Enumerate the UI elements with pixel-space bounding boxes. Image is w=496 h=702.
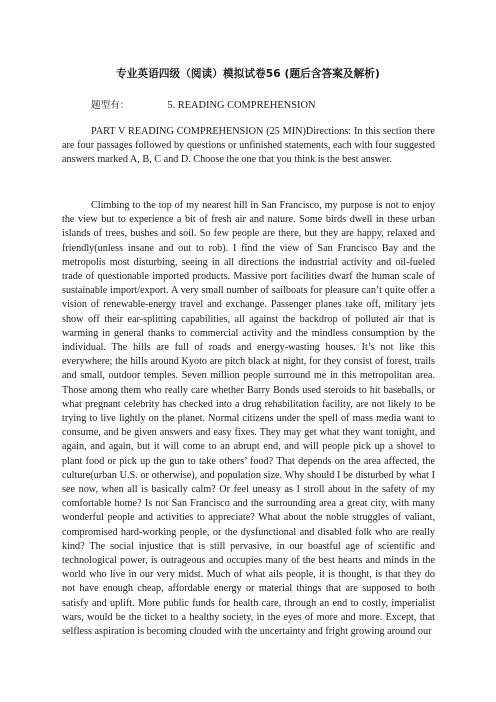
- question-type-value: 5. READING COMPREHENSION: [167, 100, 316, 111]
- question-type-label: 题型有：: [91, 100, 130, 111]
- part-directions: PART V READING COMPREHENSION (25 MIN)Directions: In this section there are four passages followed by questions or unfinished statements, each with four suggested answers marked A, B, C and D. Choose the one that you think is the best answer.: [62, 126, 435, 166]
- question-type-line: [91, 97, 315, 111]
- document-title: 专业英语四级（阅读）模拟试卷56 (题后含答案及解析): [116, 68, 380, 80]
- reading-passage: Climbing to the top of my nearest hill in San Francisco, my purpose is not to enjoy the view but to experience a bit of fresh air and nature. Some birds dwell in these urban islands of trees, bushes and soil. So few people are there, but they are happy, relaxed and friendly(unless insane and out to rob). I find the view of San Francisco Bay and the metropolis most disturbing, seeing in all directions the industrial activity and oil-fueled trade of questionable imported products. Massive port facilities dwarf the human scale of sustainable import/export. A very small number of sailboats for pleasure can’t quite offer a vision of renewable-energy travel and exchange. Passenger planes take off, military jets show off their ear-splitting capabilities, all against the backdrop of polluted air that is warming in general thanks to commercial activity and the mindless consumption by the individual. The hills are full of roads and energy-wasting houses. It’s not like this everywhere; the hills around Kyoto are pitch black at night, for they consist of forest, trails and small, outdoor temples. Seven million people surround me in this metropolitan area. Those among them who really care whether Barry Bonds used steroids to hit baseballs, or what pregnant celebrity has checked into a drug rehabilitation facility, are not likely to be trying to live lightly on the planet. Normal citizens under the spell of mass media want to consume, and be given answers and easy fixes. They may get what they want tonight, and again, and again, but it will come to an abrupt end, and will people pick up a shovel to plant food or pick up the gun to take others’ food? That depends on the area affected, the culture(urban U.S. or otherwise), and population size. Why should I be disturbed by what I see now, when all is basically calm? Or feel uneasy as I stroll about in the safety of my comfortable home? Is not San Francisco and the surrounding area a great city, with many wonderful people and activities to appreciate? What about the noble struggles of valiant, compromised hard-working people, or the dysfunctional and disabled folk who are really kind? The social injustice that is still pervasive, in our boastful age of scientific and technological power, is outrageous and occupies many of the best hearts and minds in the world who live in our very midst. Much of what ails people, it is thought, is that they do not have enough cheap, affordable energy or material things that are supposed to both satisfy and uplift. More public funds for health care, through an end to costly, imperialist wars, would be the ticket to a healthy society, in the eyes of more and more. Except, that selfless aspiration is becoming clouded with the uncertainty and fright growing around our: [62, 200, 435, 638]
